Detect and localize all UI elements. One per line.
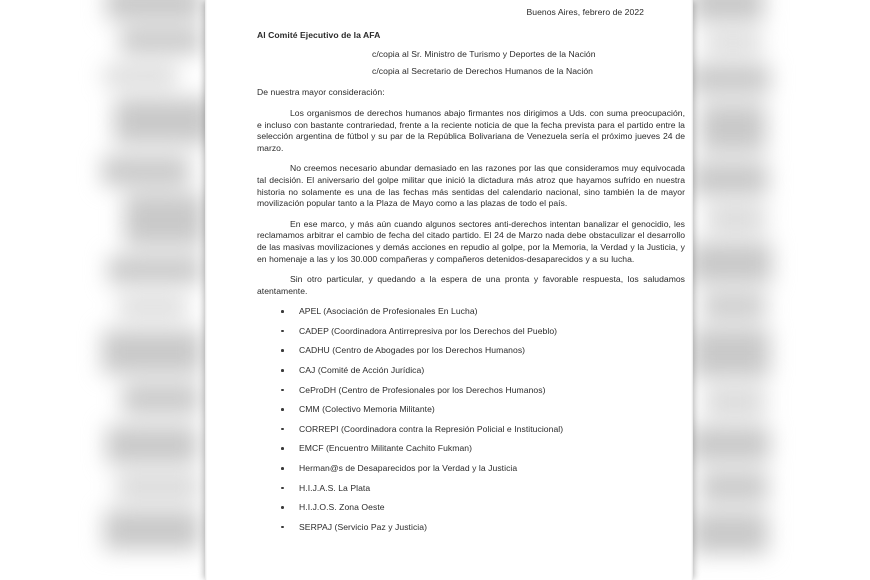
list-item: CAJ (Comité de Acción Jurídica) bbox=[278, 365, 685, 377]
document-page bbox=[205, 0, 693, 580]
blurred-text-left bbox=[96, 0, 214, 580]
salutation: De nuestra mayor consideración: bbox=[257, 87, 385, 98]
list-item: CORREPI (Coordinadora contra la Represión Policial e Institucional) bbox=[278, 424, 685, 436]
addressee-heading: Al Comité Ejecutivo de la AFA bbox=[257, 29, 381, 40]
blurred-text-right bbox=[688, 0, 798, 580]
date-line: Buenos Aires, febrero de 2022 bbox=[526, 7, 644, 17]
body-paragraph-2: No creemos necesario abundar demasiado en las razones por las que consideramos muy equivocada tal decisión. El aniversario del golpe militar que inició la dictadura más atroz que hayamos sufrido en nuestra historia no solamente es una de las fechas más sentidas del calendario nacional, sino también la de mayor movilización popular tanto a la Plaza de Mayo como a las plazas de todo el país. bbox=[257, 163, 685, 209]
body-paragraph-1: Los organismos de derechos humanos abajo firmantes nos dirigimos a Uds. con suma preocupación, e incluso con bastante contrariedad, frente a la reciente noticia de que la fecha prevista para el partido entre la selección argentina de fútbol y su par de la República Bolivariana de Venezuela sería el próximo jueves 24 de marzo. bbox=[257, 107, 685, 153]
cc-line-ministro: c/copia al Sr. Ministro de Turismo y Deportes de la Nación bbox=[372, 49, 596, 60]
list-item: CeProDH (Centro de Profesionales por los Derechos Humanos) bbox=[278, 385, 685, 397]
list-item: H.I.J.A.S. La Plata bbox=[278, 483, 685, 495]
letter-body bbox=[205, 0, 693, 580]
signatories-list bbox=[257, 306, 685, 533]
list-item: CADHU (Centro de Abogades por los Derechos Humanos) bbox=[278, 345, 685, 357]
list-item: EMCF (Encuentro Militante Cachito Fukman) bbox=[278, 443, 685, 455]
list-item: Herman@s de Desaparecidos por la Verdad y la Justicia bbox=[278, 463, 685, 475]
list-item: CADEP (Coordinadora Antirrepresiva por los Derechos del Pueblo) bbox=[278, 326, 685, 338]
list-item: CMM (Colectivo Memoria Militante) bbox=[278, 404, 685, 416]
list-item: APEL (Asociación de Profesionales En Lucha) bbox=[278, 306, 685, 318]
body-paragraph-3: En ese marco, y más aún cuando algunos sectores anti-derechos intentan banalizar el genocidio, les reclamamos arbitrar el cambio de fecha del citado partido. El 24 de Marzo nada debe obstaculizar el desarrollo de las masivas movilizaciones y demás acciones en repudio al golpe, por la Memoria, la Verdad y la Justicia, y en homenaje a las y los 30.000 compañeras y compañeros detenidos-desaparecidos y a su lucha. bbox=[257, 218, 685, 264]
cc-line-secretario: c/copia al Secretario de Derechos Humanos de la Nación bbox=[372, 65, 594, 76]
list-item: H.I.J.O.S. Zona Oeste bbox=[278, 502, 685, 514]
list-item: SERPAJ (Servicio Paz y Justicia) bbox=[278, 522, 685, 534]
body-paragraph-closing: Sin otro particular, y quedando a la espera de una pronta y favorable respuesta, los saludamos atentamente. bbox=[257, 274, 685, 296]
